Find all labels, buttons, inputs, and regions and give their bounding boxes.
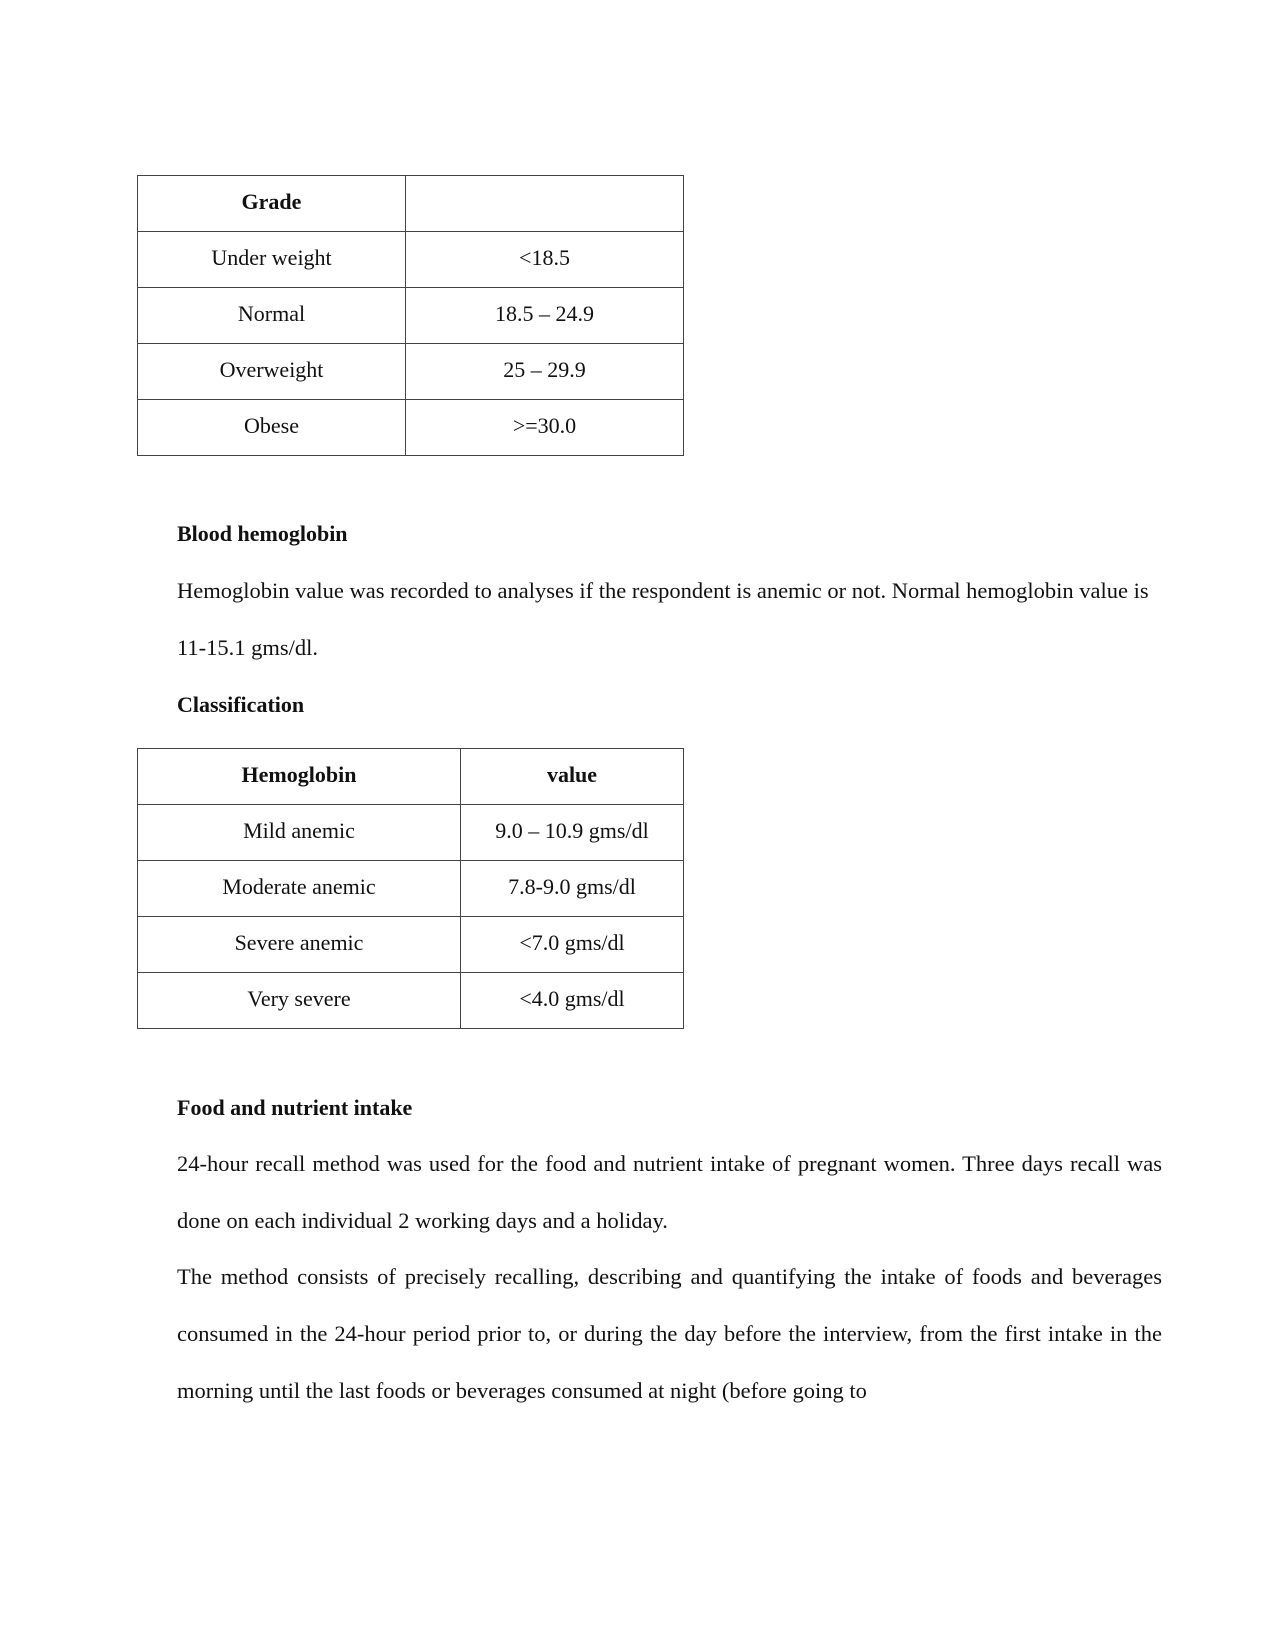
table-cell: 9.0 – 10.9 gms/dl [461, 805, 684, 861]
table-header-cell [406, 176, 684, 232]
bmi-grade-table [137, 175, 684, 456]
table-row [138, 400, 684, 456]
table-cell: Under weight [138, 232, 406, 288]
table-row [138, 973, 684, 1029]
table-row [138, 288, 684, 344]
table-cell: >=30.0 [406, 400, 684, 456]
table-row [138, 232, 684, 288]
section-heading-food-intake: Food and nutrient intake [177, 1095, 413, 1120]
section-heading-classification: Classification [177, 692, 305, 717]
paragraph-food-intake-1: 24-hour recall method was used for the food and nutrient intake of pregnant women. Three days recall was done on each individual 2 working days and a holiday. [177, 1151, 1162, 1233]
table-row [138, 805, 684, 861]
table-cell: Obese [138, 400, 406, 456]
table-cell: Mild anemic [138, 805, 461, 861]
table-cell: 7.8-9.0 gms/dl [461, 861, 684, 917]
table-cell: Overweight [138, 344, 406, 400]
hemoglobin-classification-table [137, 748, 684, 1029]
table-header-row [138, 176, 684, 232]
table-cell: <7.0 gms/dl [461, 917, 684, 973]
table-header-cell: Grade [138, 176, 406, 232]
table-row [138, 861, 684, 917]
table-cell: <18.5 [406, 232, 684, 288]
paragraph-food-intake-2: The method consists of precisely recalling, describing and quantifying the intake of foods and beverages consumed in the 24-hour period prior to, or during the day before the interview, from the first intake in the morning until the last foods or beverages consumed at night (before going to [177, 1264, 1162, 1403]
table-header-row [138, 749, 684, 805]
section-heading-blood-hemoglobin: Blood hemoglobin [177, 521, 348, 546]
table-cell: 25 – 29.9 [406, 344, 684, 400]
table-cell: Normal [138, 288, 406, 344]
table-cell: 18.5 – 24.9 [406, 288, 684, 344]
table-header-cell: Hemoglobin [138, 749, 461, 805]
table-row [138, 917, 684, 973]
table-header-cell: value [461, 749, 684, 805]
table-cell: Very severe [138, 973, 461, 1029]
table-cell: Severe anemic [138, 917, 461, 973]
table-cell: Moderate anemic [138, 861, 461, 917]
table-row [138, 344, 684, 400]
table-cell: <4.0 gms/dl [461, 973, 684, 1029]
paragraph-blood-hemoglobin: Hemoglobin value was recorded to analyses if the respondent is anemic or not. Normal hemoglobin value is 11-15.1 gms/dl. [177, 578, 1149, 660]
